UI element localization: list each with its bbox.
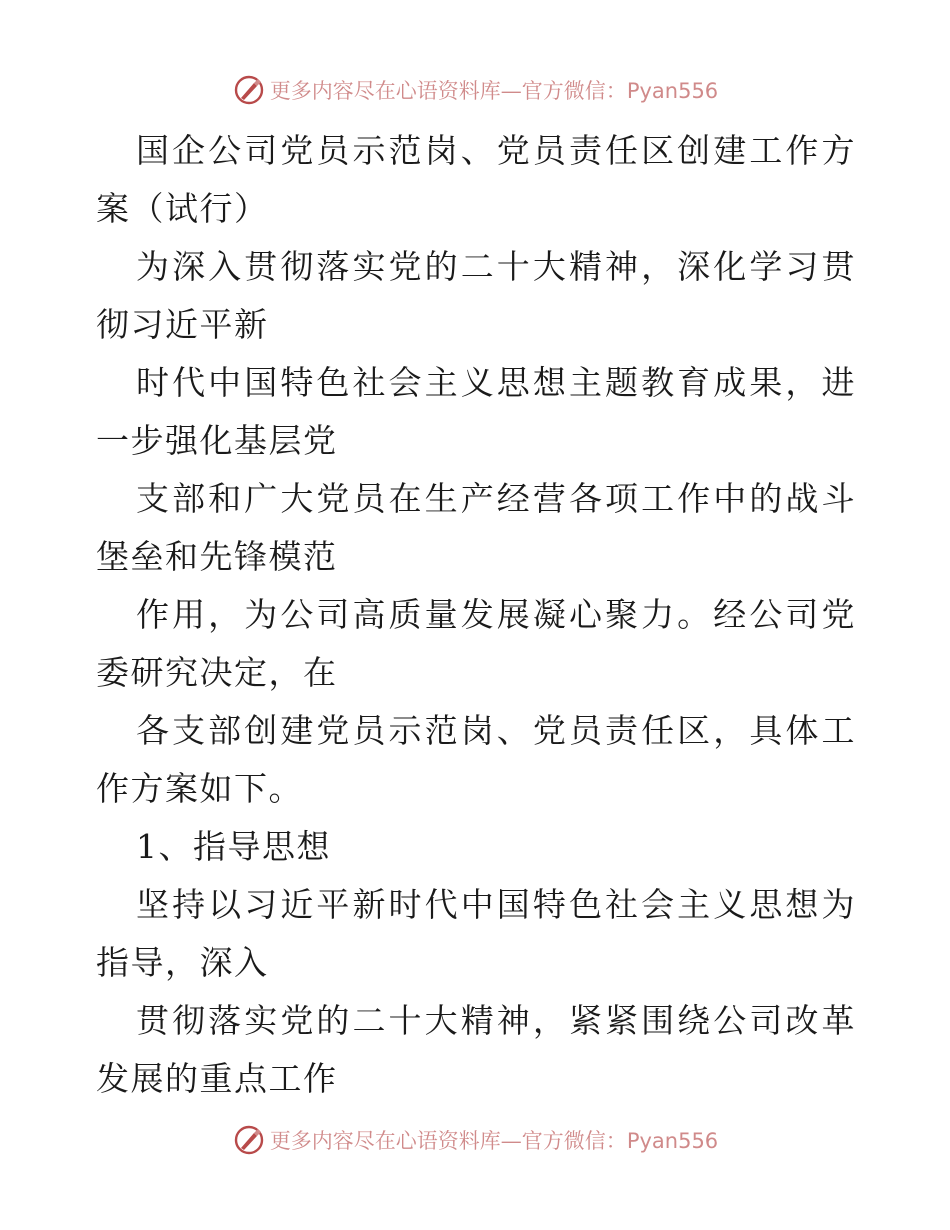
paragraph: 各支部创建党员示范岗、党员责任区，具体工作方案如下。	[96, 711, 856, 808]
footer-wechat-id: Pyan556	[626, 1129, 719, 1153]
header-text: 更多内容尽在心语资料库—官方微信：Pyan556	[269, 79, 719, 103]
paragraph: 为深入贯彻落实党的二十大精神，深化学习贯彻习近平新	[96, 247, 856, 344]
header-wechat-id: Pyan556	[626, 79, 719, 103]
paragraph: 作用，为公司高质量发展凝心聚力。经公司党委研究决定，在	[96, 595, 856, 692]
pen-logo-icon	[232, 1123, 266, 1157]
paragraph: 贯彻落实党的二十大精神，紧紧围绕公司改革发展的重点工作	[96, 1001, 856, 1098]
pen-logo-icon	[232, 73, 266, 107]
paragraph: 坚持以习近平新时代中国特色社会主义思想为指导，深入	[96, 885, 856, 982]
document-body	[96, 122, 856, 1108]
paragraph: 支部和广大党员在生产经营各项工作中的战斗堡垒和先锋模范	[96, 479, 856, 576]
section-heading: 1、指导思想	[136, 827, 331, 866]
footer-text: 更多内容尽在心语资料库—官方微信：Pyan556	[269, 1129, 719, 1153]
footer-watermark	[0, 1120, 950, 1160]
document-title: 国企公司党员示范岗、党员责任区创建工作方案（试行）	[96, 131, 856, 228]
paragraph: 时代中国特色社会主义思想主题教育成果，进一步强化基层党	[96, 363, 856, 460]
header-watermark	[0, 70, 950, 110]
